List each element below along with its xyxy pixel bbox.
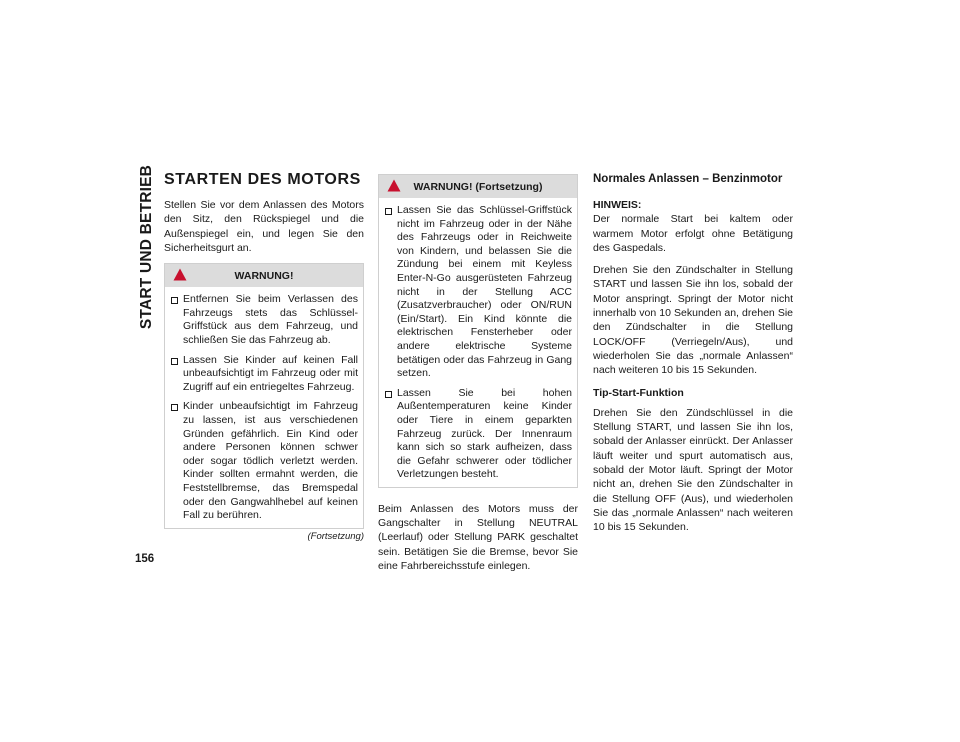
checkbox-bullet-icon [171, 404, 178, 411]
start-paragraph: Drehen Sie den Zündschalter in Stellung START und lassen Sie ihn los, sobald der Motor anspringt. Springt der Motor nicht innerhalb von 10 Sekunden an, drehen Sie den Zündschalter in die Stellung LOCK/OFF (Verriegeln/Aus), und wiederholen Sie das „normale Anlassen“ nach weiteren 10 bis 15 Sekunden. [593, 264, 793, 377]
warning-body [165, 287, 363, 528]
checkbox-bullet-icon [385, 208, 392, 215]
checkbox-bullet-icon [171, 297, 178, 304]
warning-box [164, 263, 364, 529]
section-title: STARTEN DES MOTORS [164, 171, 361, 188]
column-3 [593, 170, 793, 543]
note-label: HINWEIS: [593, 199, 642, 211]
column-2 [378, 170, 578, 581]
tip-start-paragraph: Drehen Sie den Zündschlüssel in die Stellung START, und lassen Sie ihn los, sobald der Anlasser einrückt. Der Anlasser läuft weiter und spurt automatisch aus, sobald der Motor läuft. Springt der Motor nicht an, drehen Sie den Zündschalter in die Stellung OFF (Aus), und wiederholen Sie das „normale Anlassen“ nach weiteren 10 bis 15 Sekunden. [593, 406, 793, 534]
continued-note: (Fortsetzung) [307, 530, 364, 542]
tip-start-heading: Tip-Start-Funktion [593, 386, 684, 399]
warning-item-text: Lassen Sie bei hohen Außentemperaturen keine Kinder oder Tiere in einem geparkten Fahrzeug zurück. Der Innenraum kann sich so stark aufheizen, dass die Gefahr schwerer oder tödlicher Verletzungen besteht. [397, 386, 572, 481]
warning-header-label: WARNUNG! [234, 269, 294, 282]
warning-triangle-icon [173, 268, 187, 281]
warning-header [379, 175, 577, 198]
gear-paragraph: Beim Anlassen des Motors muss der Gangschalter in Stellung NEUTRAL (Leerlauf) oder Stellung PARK geschaltet sein. Betätigen Sie die Bremse, bevor Sie eine Fahrbereichsstufe einlegen. [378, 502, 578, 573]
checkbox-bullet-icon [385, 391, 392, 398]
section-tab [135, 164, 159, 330]
warning-item [171, 293, 358, 347]
warning-box-continued [378, 174, 578, 488]
warning-triangle-icon [387, 179, 401, 192]
section-tab-label: START UND BETRIEB [138, 164, 155, 330]
column-1 [164, 170, 364, 542]
subsection-heading: Normales Anlassen – Benzinmotor [593, 173, 783, 185]
warning-header [165, 264, 363, 287]
warning-item [385, 204, 572, 381]
warning-header-label: WARNUNG! (Fortsetzung) [413, 180, 543, 193]
warning-item-text: Lassen Sie Kinder auf keinen Fall unbeaufsichtigt im Fahrzeug oder mit Zugriff auf ein entriegeltes Fahrzeug. [183, 353, 358, 393]
warning-item [385, 387, 572, 482]
warning-item [171, 400, 358, 522]
warning-item [171, 354, 358, 395]
warning-body [379, 198, 577, 487]
warning-item-text: Entfernen Sie beim Verlassen des Fahrzeugs stets das Schlüssel-Griffstück aus dem Fahrzeug, und schließen Sie das Fahrzeug ab. [183, 293, 358, 346]
checkbox-bullet-icon [171, 358, 178, 365]
page-number: 156 [135, 553, 155, 565]
warning-item-text: Kinder unbeaufsichtigt im Fahrzeug zu lassen, ist aus verschiedenen Gründen gefährlich. Ein Kind oder andere Personen können schwer oder sogar tödlich verletzt werden. Kinder sollten ermahnt werden, die Feststellbremse, das Bremspedal oder den Gangwahlhebel auf keinen Fall zu berühren. [183, 400, 358, 522]
intro-paragraph: Stellen Sie vor dem Anlassen des Motors den Sitz, den Rückspiegel und die Außenspiegel ein, und legen Sie den Sicherheitsgurt an. [164, 199, 364, 254]
warning-item-text: Lassen Sie das Schlüssel-Griffstück nicht im Fahrzeug oder in der Nähe des Fahrzeugs oder in Reichweite von Kindern, und belassen Sie die Zündung bei einem mit Keyless Enter-N-Go ausgerüsteten Fahrzeug nicht in der Stellung ACC (Zusatzverbraucher) oder ON/RUN (Ein/Start). Ein Kind könnte die elektrischen Fensterheber oder andere elektrische Systeme betätigen oder das Fahrzeug in Gang setzen. [397, 204, 572, 380]
note-text: Der normale Start bei kaltem oder warmem Motor erfolgt ohne Betätigung des Gaspedals. [593, 213, 793, 254]
